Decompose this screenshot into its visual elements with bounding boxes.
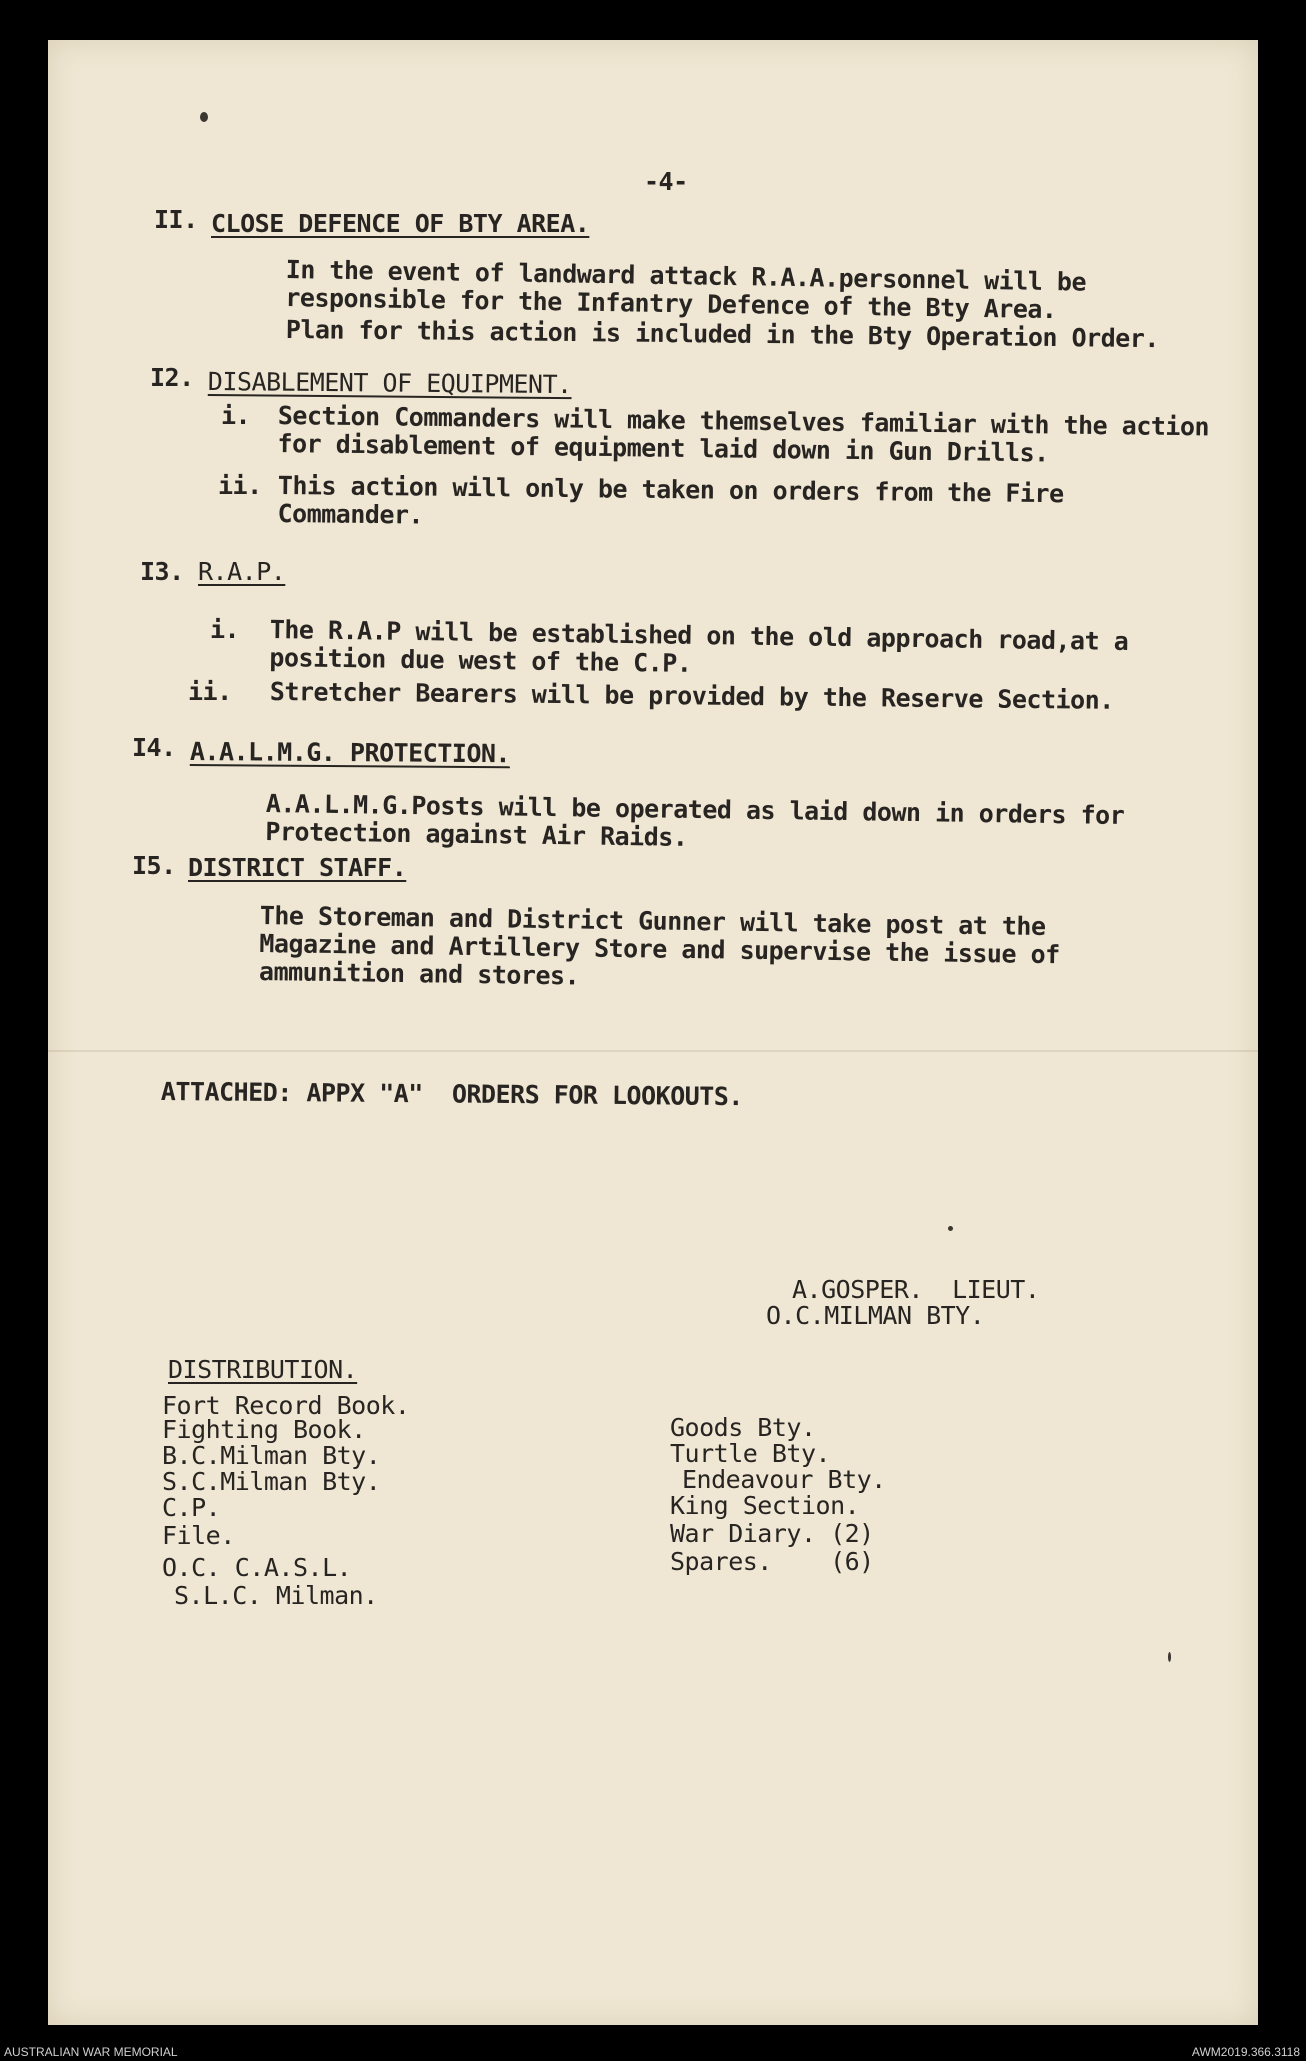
paper-mark — [1168, 1652, 1171, 1662]
distribution-left-item: S.L.C. Milman. — [174, 1581, 378, 1610]
distribution-right-item: Endeavour Bty. — [682, 1465, 886, 1494]
section-13-item-1-text: The R.A.P will be established on the old approach road,at a position due west of the C.P. — [269, 615, 1129, 678]
section-11-number: II. — [154, 205, 198, 234]
footer-source: AUSTRALIAN WAR MEMORIAL — [4, 2045, 178, 2059]
distribution-left-item: Fort Record Book. — [162, 1391, 410, 1420]
section-15-number: I5. — [132, 851, 176, 880]
section-13-item-2-number: ii. — [188, 677, 232, 706]
section-13-item-2-text: Stretcher Bearers will be provided by the Reserve Section. — [269, 677, 1114, 715]
section-15-paragraph: The Storeman and District Gunner will take post at the Magazine and Artillery Store and supervise the issue of ammunition and stores. — [258, 901, 1060, 991]
distribution-left-item: C.P. — [162, 1493, 221, 1522]
section-12-item-1-text: Section Commanders will make themselves familiar with the action for disablement of equipment laid down in Gun Drills. — [277, 401, 1210, 468]
page-number: -4- — [644, 167, 688, 196]
distribution-right-item: Goods Bty. — [670, 1413, 816, 1442]
section-14-paragraph: A.A.L.M.G.Posts will be operated as laid down in orders for Protection against Air Raids. — [265, 789, 1125, 852]
section-13-number: I3. — [140, 557, 184, 586]
signature-role: O.C.MILMAN BTY. — [766, 1301, 985, 1330]
section-12-item-2-number: ii. — [218, 471, 262, 500]
section-15-title: DISTRICT STAFF. — [188, 853, 407, 882]
footer-accession-number: AWM2019.366.3118 — [1191, 2045, 1300, 2059]
paper-mark — [200, 112, 208, 122]
distribution-right-item: Spares. (6) — [670, 1547, 874, 1576]
attached-appendix: ATTACHED: APPX "A" ORDERS FOR LOOKOUTS. — [160, 1077, 744, 1112]
section-12-item-2-text: This action will only be taken on orders from the Fire Commander. — [277, 471, 1064, 530]
distribution-right-item: War Diary. (2) — [670, 1519, 874, 1548]
section-12-title: DISABLEMENT OF EQUIPMENT. — [207, 367, 572, 400]
distribution-left-item: File. — [162, 1521, 235, 1550]
section-13-item-1-number: i. — [210, 615, 240, 644]
distribution-right-item: King Section. — [670, 1491, 860, 1520]
section-12-item-1-number: i. — [221, 401, 251, 430]
distribution-right-item: Turtle Bty. — [670, 1439, 831, 1468]
section-11-paragraph-1: In the event of landward attack R.A.A.personnel will be responsible for the Infantry Defence of the Bty Area. — [285, 255, 1087, 325]
distribution-title: DISTRIBUTION. — [168, 1355, 358, 1384]
section-14-title: A.A.L.M.G. PROTECTION. — [189, 737, 511, 769]
paper-mark — [948, 1226, 953, 1231]
page-fold — [48, 1050, 1258, 1052]
distribution-left-item: B.C.Milman Bty. — [162, 1441, 381, 1470]
section-11-title: CLOSE DEFENCE OF BTY AREA. — [211, 209, 590, 238]
distribution-right-list — [670, 1413, 886, 1582]
signature-name: A.GOSPER. LIEUT. — [792, 1275, 1040, 1304]
distribution-left-item: Fighting Book. — [162, 1415, 366, 1444]
section-13-title: R.A.P. — [198, 557, 286, 586]
section-11-paragraph-2: Plan for this action is included in the Bty Operation Order. — [285, 315, 1160, 354]
distribution-left-item: O.C. C.A.S.L. — [162, 1553, 352, 1582]
document-page — [48, 40, 1258, 2025]
distribution-left-item: S.C.Milman Bty. — [162, 1467, 381, 1496]
distribution-left-list — [162, 1392, 409, 1616]
section-14-number: I4. — [132, 733, 176, 762]
section-12-number: I2. — [150, 363, 194, 392]
